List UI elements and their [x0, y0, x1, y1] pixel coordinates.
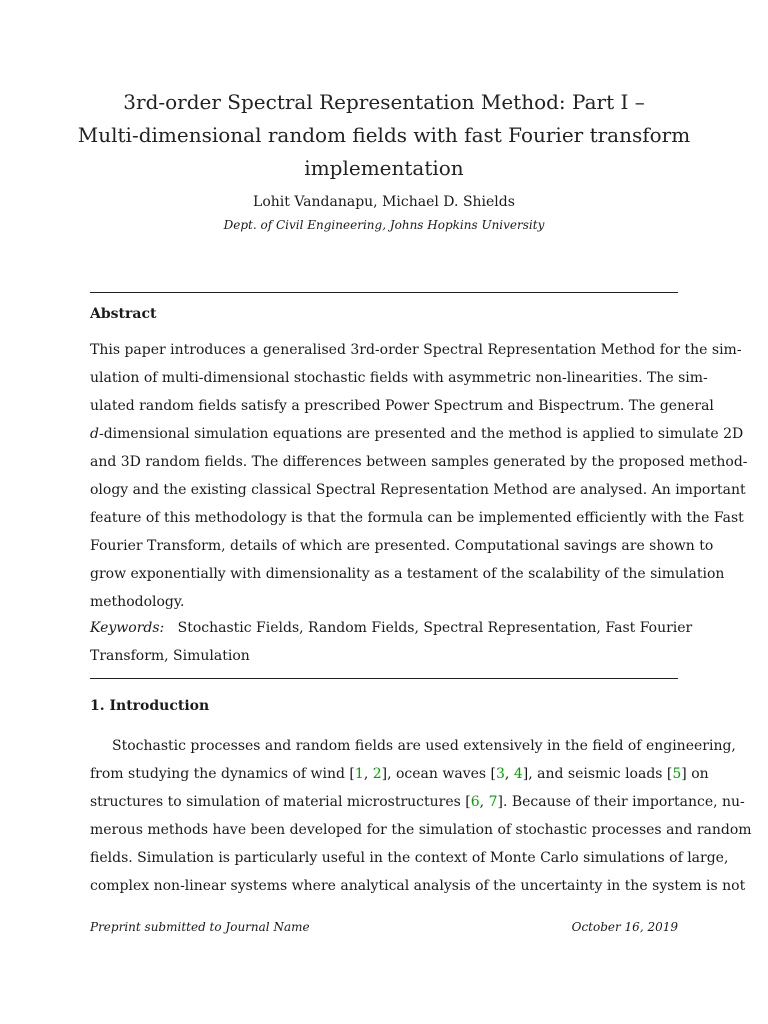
intro-text: ], ocean waves [ [381, 766, 496, 782]
keywords-label: Keywords: [90, 620, 165, 636]
intro-text: structures to simulation of material microstructures [ [90, 794, 471, 810]
intro-text: , [479, 794, 489, 810]
intro-text: , [504, 766, 514, 782]
abstract-line: Fourier Transform, details of which are presented. Computational savings are shown to [90, 538, 714, 554]
intro-text: ] on [681, 766, 709, 782]
intro-line: fields. Simulation is particularly useful in the context of Monte Carlo simulations of large, [90, 850, 729, 866]
keywords [90, 614, 693, 670]
authors: Lohit Vandanapu, Michael D. Shields [253, 194, 515, 210]
footer-date: October 16, 2019 [571, 920, 678, 934]
citation-link[interactable]: 1 [354, 766, 364, 782]
affiliation: Dept. of Civil Engineering, Johns Hopkins University [223, 218, 545, 232]
intro-line [90, 760, 709, 788]
title-line-3: implementation [304, 156, 464, 180]
intro-line: Stochastic processes and random fields are used extensively in the field of engineering, [112, 738, 736, 754]
citation-link[interactable]: 4 [513, 766, 523, 782]
intro-line: merous methods have been developed for the simulation of stochastic processes and random [90, 822, 752, 838]
abstract-line: ulation of multi-dimensional stochastic fields with asymmetric non-linearities. The sim- [90, 370, 708, 386]
intro-line [90, 788, 745, 816]
intro-text: ], and seismic loads [ [522, 766, 673, 782]
citation-link[interactable]: 3 [496, 766, 505, 782]
abstract-line: methodology. [90, 594, 185, 610]
abstract-line: ology and the existing classical Spectral Representation Method are analysed. An important [90, 482, 746, 498]
abstract-body [90, 336, 748, 616]
keywords-text-1: Stochastic Fields, Random Fields, Spectral Representation, Fast Fourier [177, 620, 693, 636]
abstract-line-text: -dimensional simulation equations are presented and the method is applied to simulate 2D [98, 426, 744, 442]
title-line-1: 3rd-order Spectral Representation Method: Part I – [123, 90, 645, 114]
citation-link[interactable]: 6 [470, 794, 480, 810]
abstract-line: ulated random fields satisfy a prescribed Power Spectrum and Bispectrum. The general [90, 398, 714, 414]
abstract-top-rule [90, 292, 678, 293]
abstract-heading: Abstract [90, 306, 157, 322]
keywords-line-1 [90, 614, 693, 642]
intro-text: ]. Because of their importance, nu- [497, 794, 745, 810]
citation-link[interactable]: 5 [672, 766, 682, 782]
abstract-bottom-rule [90, 678, 678, 679]
abstract-line: grow exponentially with dimensionality as a testament of the scalability of the simulation [90, 566, 725, 582]
d-symbol: d [90, 426, 99, 442]
citation-link[interactable]: 7 [488, 794, 498, 810]
intro-line: complex non-linear systems where analytical analysis of the uncertainty in the system is not [90, 878, 746, 894]
intro-text: from studying the dynamics of wind [ [90, 766, 355, 782]
paper-title [60, 86, 708, 185]
keywords-line-2: Transform, Simulation [90, 648, 250, 664]
abstract-line: feature of this methodology is that the formula can be implemented efficiently with the Fast [90, 510, 744, 526]
intro-text: , [363, 766, 373, 782]
introduction-heading: 1. Introduction [90, 698, 210, 714]
abstract-line: This paper introduces a generalised 3rd-order Spectral Representation Method for the sim- [90, 342, 742, 358]
title-line-2: Multi-dimensional random fields with fast Fourier transform [77, 123, 691, 147]
introduction-body [90, 732, 752, 900]
abstract-line: and 3D random fields. The differences between samples generated by the proposed method- [90, 454, 748, 470]
citation-link[interactable]: 2 [372, 766, 382, 782]
abstract-line [90, 420, 744, 448]
footer-preprint-note: Preprint submitted to Journal Name [90, 920, 310, 934]
